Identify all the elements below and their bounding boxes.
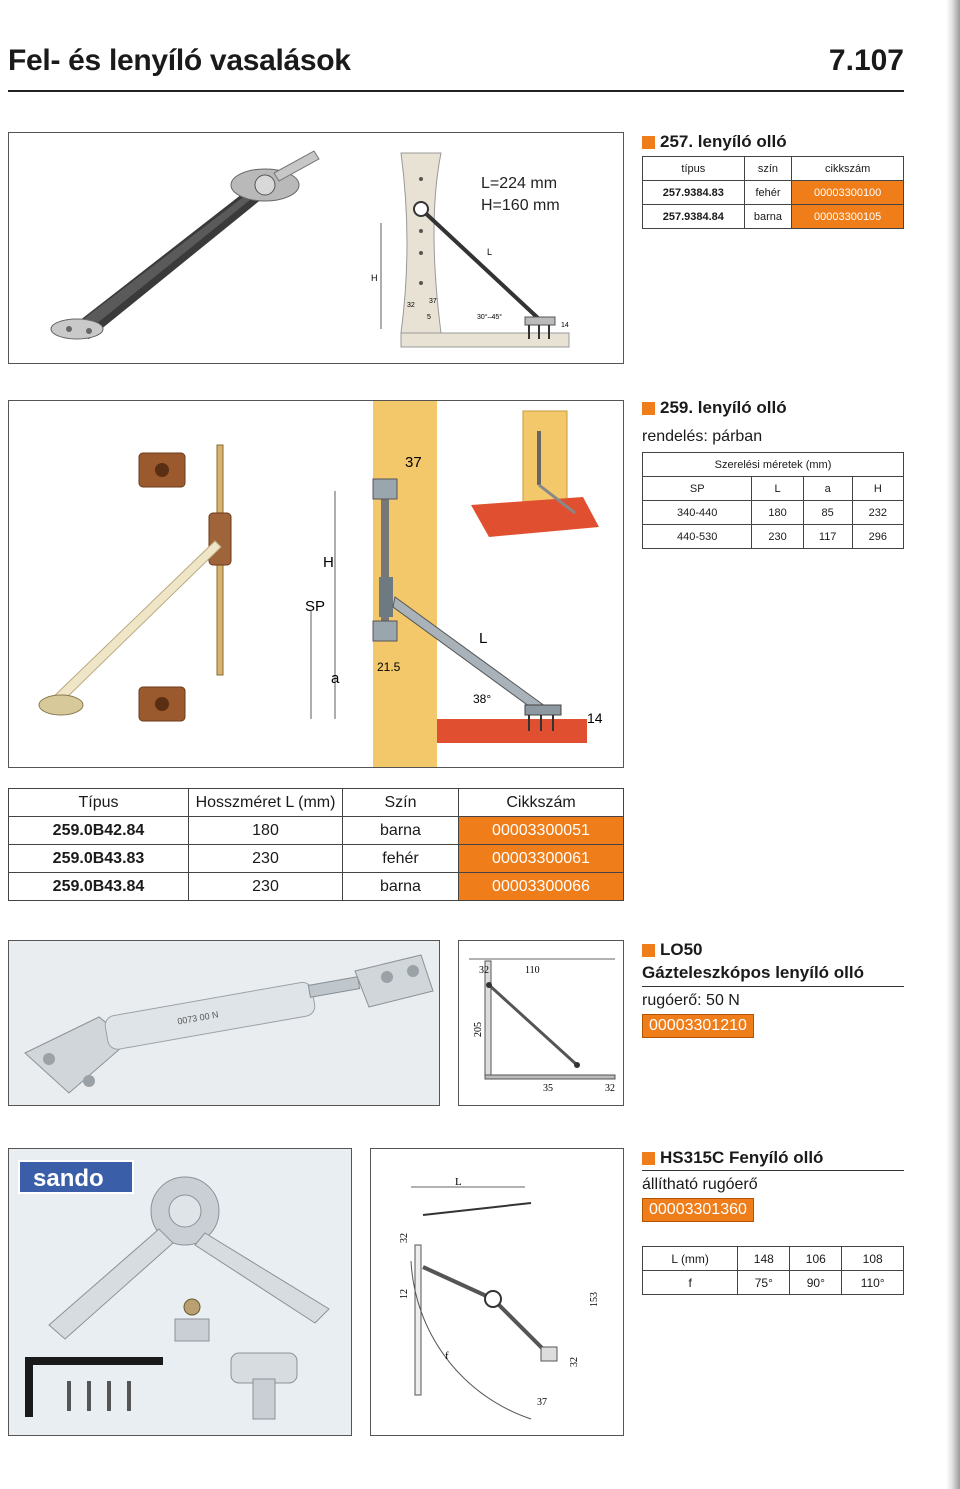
section-lo50-subtitle: Gázteleszkópos lenyíló olló <box>642 963 864 982</box>
table-header-cell: Hosszméret L (mm) <box>189 789 343 817</box>
dim-32-label: 32 <box>407 302 415 309</box>
table-cell-code: 00003300105 <box>792 205 904 229</box>
square-bullet-icon <box>642 1152 655 1165</box>
dim-5-label: 5 <box>427 314 431 321</box>
table-cell: 75° <box>738 1271 790 1295</box>
table-cell-code: 00003300066 <box>459 873 624 901</box>
image-259-stay <box>8 400 624 768</box>
table-header-cell: típus <box>643 157 745 181</box>
section-259-title <box>642 398 787 418</box>
sando-logo-text: sando <box>33 1165 104 1192</box>
image-257-stay <box>8 132 624 364</box>
section-hs315c-title-text: HS315C Fenyíló olló <box>660 1148 824 1167</box>
section-257-title <box>642 132 787 152</box>
table-259-products <box>8 788 624 901</box>
table-cell: 148 <box>738 1247 790 1271</box>
table-cell-code: 00003300051 <box>459 817 624 845</box>
image-lo50-diagram <box>458 940 624 1106</box>
square-bullet-icon <box>642 136 655 149</box>
dim-205-label: 205 <box>473 1022 484 1037</box>
section-lo50-title <box>642 940 703 960</box>
table-cell: 230 <box>189 845 343 873</box>
dim-l-label: L <box>487 247 493 257</box>
table-cell: 180 <box>189 817 343 845</box>
table-row <box>643 1271 904 1295</box>
page-number: 7.107 <box>828 44 904 77</box>
table-row <box>643 205 904 229</box>
table-row <box>643 181 904 205</box>
table-hs315c <box>642 1246 904 1295</box>
table-header-cell: H <box>852 477 903 501</box>
page-edge-shadow <box>946 0 960 1489</box>
header-divider <box>8 90 904 92</box>
dim-angle-label: 30°–45° <box>477 314 503 321</box>
section-lo50-rule <box>642 986 904 987</box>
order-code-badge: 00003301360 <box>642 1198 754 1222</box>
table-cell: 257.9384.83 <box>643 181 745 205</box>
page-title: Fel- és lenyíló vasalások <box>8 44 351 77</box>
dim-32b-label: 32 <box>605 1083 615 1094</box>
dim-32-label: 32 <box>399 1233 410 1243</box>
dim-h-label: H <box>323 554 334 571</box>
table-cell: 340-440 <box>643 501 752 525</box>
table-cell: 259.0B43.84 <box>9 873 189 901</box>
part-label: 0073 00 N <box>176 1009 220 1027</box>
section-hs315c-rule <box>642 1170 904 1171</box>
table-cell: f <box>643 1271 738 1295</box>
table-row <box>643 501 904 525</box>
section-hs315c-title <box>642 1148 823 1168</box>
dim-a-label: a <box>331 670 340 687</box>
table-cell: 257.9384.84 <box>643 205 745 229</box>
table-cell: 230 <box>189 873 343 901</box>
image-lo50-photo <box>8 940 440 1106</box>
section-lo50-force: rugóerő: 50 N <box>642 992 740 1009</box>
dim-f-label: f <box>445 1350 449 1362</box>
table-header-cell: a <box>803 477 852 501</box>
table-cell: 296 <box>852 525 903 549</box>
dim-sp-label: SP <box>305 598 326 615</box>
dim-12-label: 12 <box>399 1289 410 1299</box>
table-header-cell: L <box>752 477 803 501</box>
table-row <box>643 1247 904 1271</box>
section-hs315c-subtitle: állítható rugóerő <box>642 1176 758 1193</box>
table-row <box>643 525 904 549</box>
dim-35-label: 35 <box>543 1083 553 1094</box>
table-header-row <box>643 477 904 501</box>
table-cell: 440-530 <box>643 525 752 549</box>
table-cell: 110° <box>842 1271 904 1295</box>
table-cell-code: 00003300061 <box>459 845 624 873</box>
dim-angle-label: 38° <box>473 692 492 706</box>
table-header-cell: SP <box>643 477 752 501</box>
table-row <box>9 817 624 845</box>
table-cell: fehér <box>343 845 459 873</box>
section-lo50-title-text: LO50 <box>660 940 703 959</box>
table-cell: 259.0B43.83 <box>9 845 189 873</box>
image-hs315c-diagram <box>370 1148 624 1436</box>
mount-block-bottom <box>139 687 185 721</box>
dim-215-label: 21.5 <box>377 660 401 674</box>
table-cell: 180 <box>752 501 803 525</box>
table-header-row <box>643 157 904 181</box>
table-row <box>9 873 624 901</box>
section-257-title-text: 257. lenyíló olló <box>660 132 787 151</box>
dim-37-label: 37 <box>429 298 437 305</box>
order-code-badge: 00003301210 <box>642 1014 754 1038</box>
dim-153-label: 153 <box>589 1292 600 1307</box>
table-259-mounting <box>642 452 904 549</box>
table-cell: 85 <box>803 501 852 525</box>
image-hs315c-photo <box>8 1148 352 1436</box>
dim-14-label: 14 <box>587 710 603 726</box>
table-cell: 117 <box>803 525 852 549</box>
table-257 <box>642 156 904 229</box>
table-cell: 90° <box>790 1271 842 1295</box>
table-cell-code: 00003300100 <box>792 181 904 205</box>
table-cell: barna <box>343 817 459 845</box>
square-bullet-icon <box>642 944 655 957</box>
table-cell: barna <box>343 873 459 901</box>
table-header-cell: Cikkszám <box>459 789 624 817</box>
table-header-cell: cikkszám <box>792 157 904 181</box>
section-259-title-text: 259. lenyíló olló <box>660 398 787 417</box>
table-header-cell: Típus <box>9 789 189 817</box>
table-header-cell: szín <box>744 157 792 181</box>
dim-14-label: 14 <box>561 322 569 329</box>
table-header-cell: Szín <box>343 789 459 817</box>
dim-32-label: 32 <box>479 965 489 976</box>
table-header-row <box>9 789 624 817</box>
table-cell: barna <box>744 205 792 229</box>
table-row <box>9 845 624 873</box>
dim-note-h: H=160 mm <box>481 197 560 214</box>
mount-block-top <box>139 453 185 487</box>
dim-32b-label: 32 <box>569 1357 580 1367</box>
dim-37-label: 37 <box>537 1397 547 1408</box>
dim-110-label: 110 <box>525 965 540 976</box>
table-cell: 259.0B42.84 <box>9 817 189 845</box>
table-cell: 230 <box>752 525 803 549</box>
dim-37-label: 37 <box>405 454 422 471</box>
table-cell: 232 <box>852 501 903 525</box>
dim-l-label: L <box>479 630 488 647</box>
table-caption: Szerelési méretek (mm) <box>643 453 904 477</box>
stay-257-photo <box>51 151 319 339</box>
table-cell: 108 <box>842 1247 904 1271</box>
table-caption-row <box>643 453 904 477</box>
dim-l-label: L <box>455 1176 462 1188</box>
table-cell: 106 <box>790 1247 842 1271</box>
square-bullet-icon <box>642 402 655 415</box>
dim-note-l: L=224 mm <box>481 175 558 192</box>
dim-h-label: H <box>371 273 378 283</box>
section-259-subtitle: rendelés: párban <box>642 428 763 445</box>
table-cell: fehér <box>744 181 792 205</box>
table-cell: L (mm) <box>643 1247 738 1271</box>
